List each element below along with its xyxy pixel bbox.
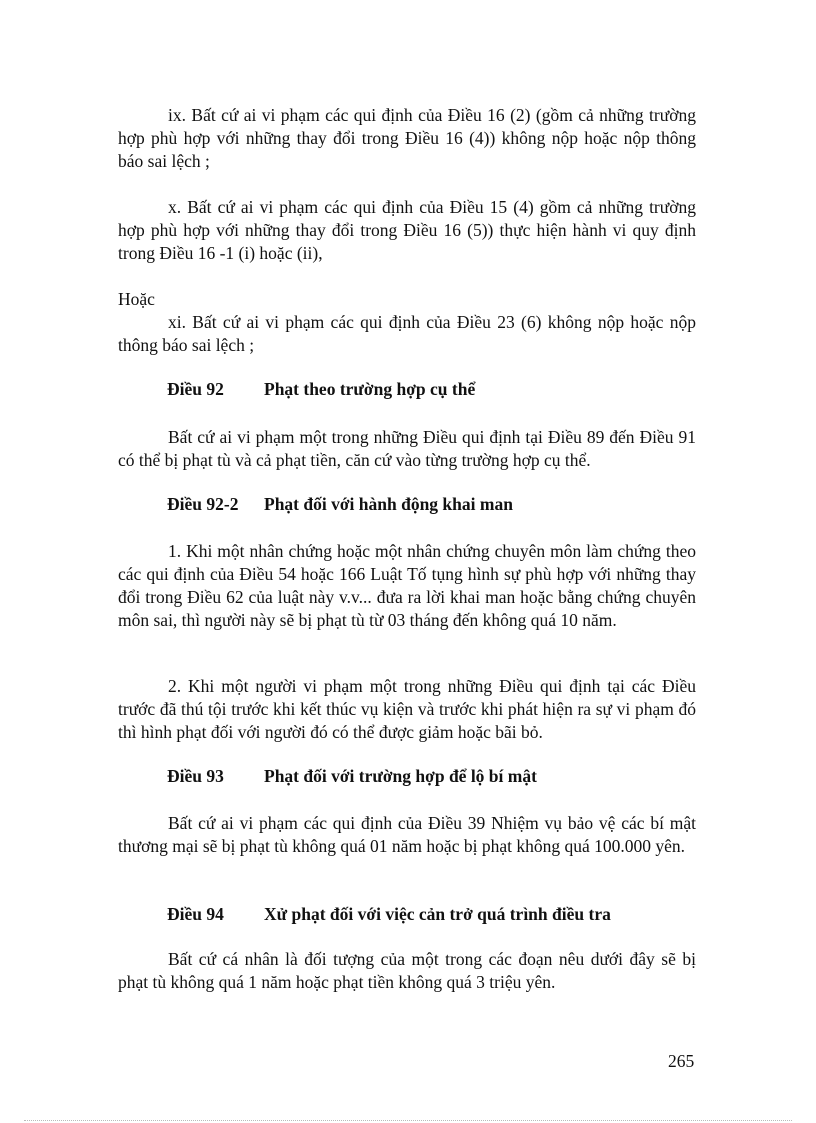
- article-number: Điều 92-2: [167, 494, 239, 514]
- article-93-paragraph: Bất cứ ai vi phạm các qui định của Điều 39 Nhiệm vụ bảo vệ các bí mật thương mại sẽ bị phạt tù không quá 01 năm hoặc bị phạt không quá 100.000 yên.: [118, 813, 696, 856]
- item-ix: ix. Bất cứ ai vi phạm các qui định của Điều 16 (2) (gồm cả những trường hợp phù hợp với những thay đổi trong Điều 16 (4)) không nộp hoặc nộp thông báo sai lệch ;: [118, 105, 696, 171]
- article-number: Điều 92: [167, 379, 224, 399]
- item-x: x. Bất cứ ai vi phạm các qui định của Điều 15 (4) gồm cả những trường hợp phù hợp với những thay đổi trong Điều 16 (5)) thực hiện hành vi quy định trong Điều 16 -1 (i) hoặc (ii),: [118, 197, 696, 263]
- article-92-2-paragraph-2: 2. Khi một người vi phạm một trong những Điều qui định tại các Điều trước đã thú tội trước khi kết thúc vụ kiện và trước khi phát hiện ra sự vi phạm đó thì hình phạt đối với người đó có thể được giảm hoặc bãi bỏ.: [118, 676, 696, 742]
- item-xi: xi. Bất cứ ai vi phạm các qui định của Điều 23 (6) không nộp hoặc nộp thông báo sai lệch ;: [118, 312, 696, 355]
- article-92-heading: [167, 378, 475, 401]
- article-title: Phạt theo trường hợp cụ thể: [264, 379, 476, 399]
- article-92-2-paragraph-1: 1. Khi một nhân chứng hoặc một nhân chứng chuyên môn làm chứng theo các qui định của Điều 54 hoặc 166 Luật Tố tụng hình sự phù hợp với những thay đổi trong Điều 62 của luật này v.v... đưa ra lời khai man hoặc bằng chứng chuyên môn sai, thì người này sẽ bị phạt tù từ 03 tháng đến không quá 10 năm.: [118, 541, 696, 630]
- article-92-2-heading: [167, 493, 513, 516]
- page-number: 265: [668, 1051, 695, 1071]
- article-93-heading: [167, 765, 537, 788]
- page-bottom-divider: [24, 1120, 792, 1121]
- article-title: Xử phạt đối với việc cản trở quá trình điều tra: [264, 904, 611, 924]
- article-94-paragraph: Bất cứ cá nhân là đối tượng của một trong các đoạn nêu dưới đây sẽ bị phạt tù không quá 1 năm hoặc phạt tiền không quá 3 triệu yên.: [118, 949, 696, 992]
- or-label: Hoặc: [118, 289, 155, 309]
- article-title: Phạt đối với trường hợp để lộ bí mật: [264, 766, 537, 786]
- article-number: Điều 93: [167, 766, 224, 786]
- article-number: Điều 94: [167, 904, 224, 924]
- article-title: Phạt đối với hành động khai man: [264, 494, 513, 514]
- article-92-paragraph: Bất cứ ai vi phạm một trong những Điều qui định tại Điều 89 đến Điều 91 có thể bị phạt tù và cả phạt tiền, căn cứ vào từng trường hợp cụ thể.: [118, 427, 696, 470]
- article-94-heading: [167, 903, 611, 926]
